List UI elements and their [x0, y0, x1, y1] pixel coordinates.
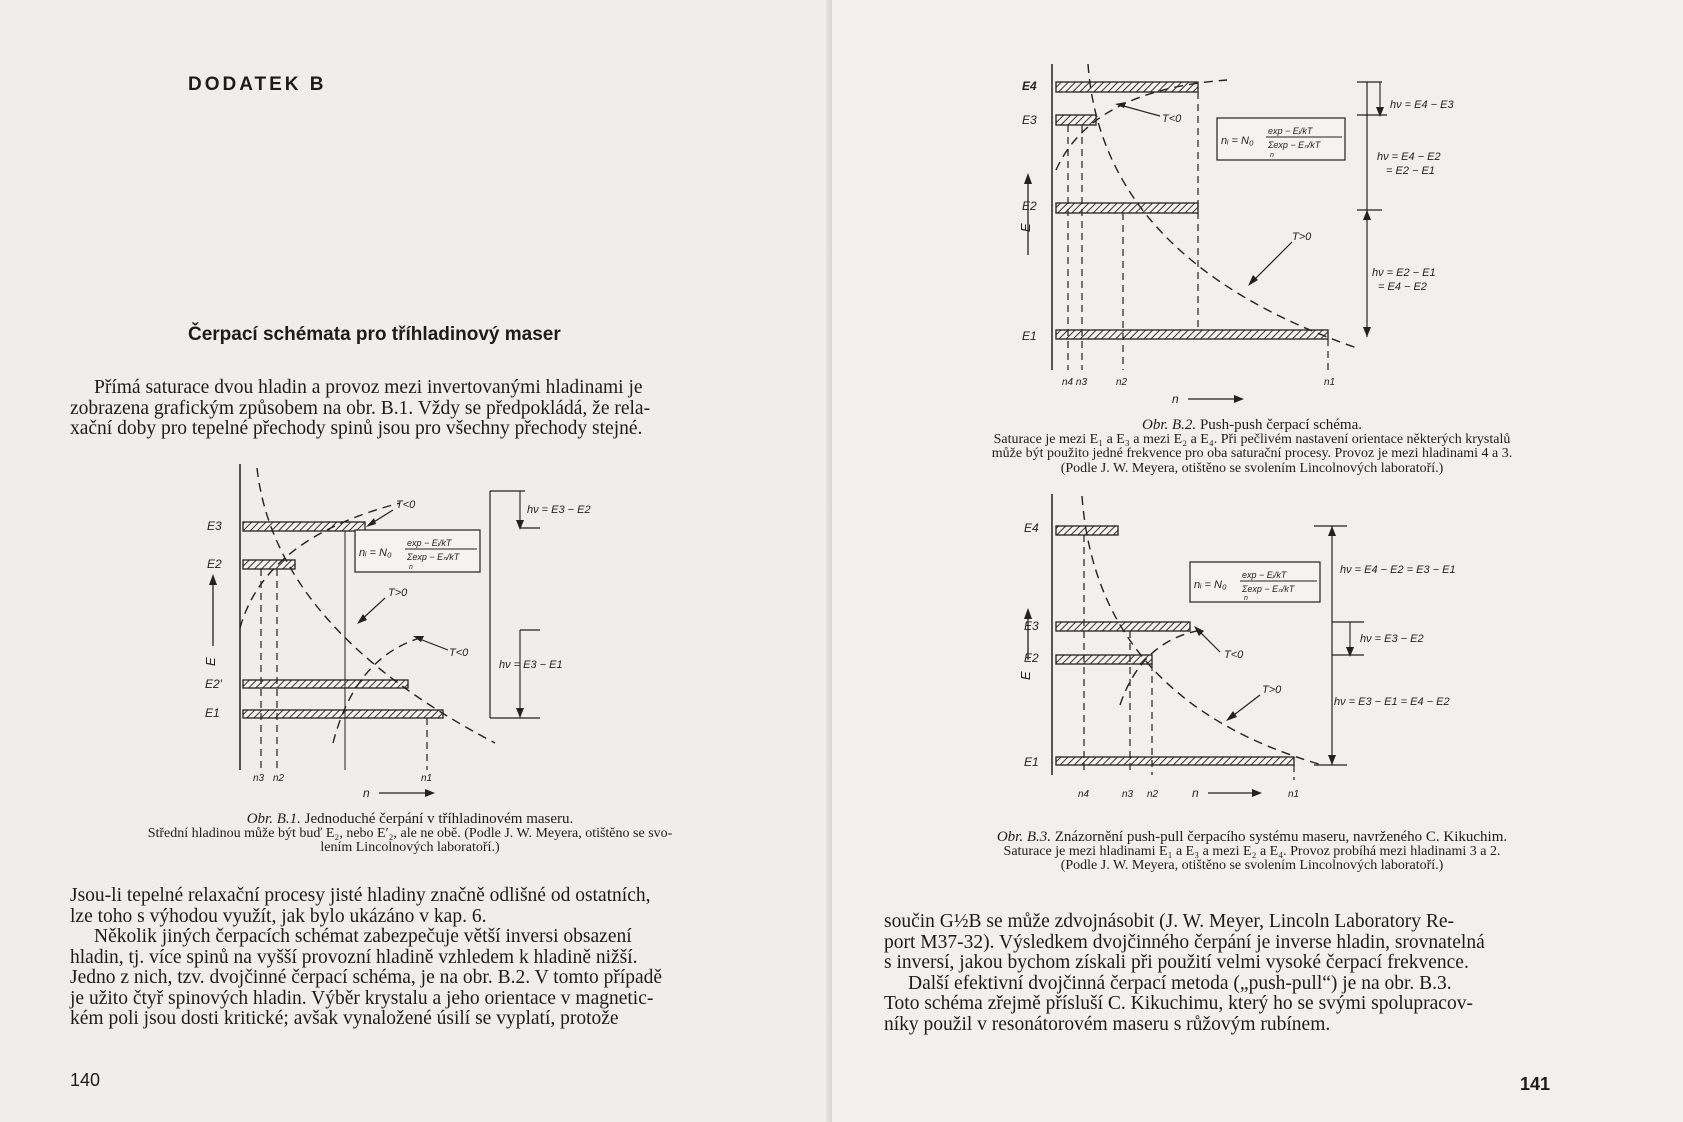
- caption-b1-text: Jednoduché čerpání v tříhladinovém maseru.: [300, 811, 574, 827]
- page-number-right: 141: [1520, 1074, 1551, 1094]
- fig3-n4: n4: [1078, 789, 1090, 800]
- fig3-n-arrow: [1208, 789, 1262, 797]
- caption-b1: [70, 812, 750, 856]
- svg-text:T<0: T<0: [396, 499, 416, 511]
- figure-b3: [1002, 490, 1542, 820]
- fig2-n1: n1: [1324, 377, 1336, 388]
- paragraph-relaxation: [70, 886, 750, 1030]
- fig1-hv-brackets: [490, 491, 540, 718]
- fig3-label-e3: E3: [1024, 619, 1039, 633]
- left-page: [0, 0, 832, 1122]
- text-line: Několik jiných čerpacích schémat zabezpečuje větší inversi obsazení: [94, 926, 632, 947]
- text-line: Jedno z nich, tzv. dvojčinné čerpací schéma, je na obr. B.2. V tomto případě: [70, 967, 663, 988]
- fig1-formula-sub: n: [409, 564, 413, 571]
- fig2-label-e4: E4: [1022, 79, 1037, 93]
- fig2-label-t-neg: [1115, 102, 1182, 125]
- svg-text:n: n: [1244, 595, 1248, 602]
- fig1-label-t-neg-bottom: [413, 636, 469, 659]
- fig2-label-e2: E2: [1022, 199, 1037, 213]
- fig2-hv1: hν = E4 − E3: [1390, 99, 1454, 111]
- fig2-level-e1: [1056, 330, 1328, 339]
- text-line: součin G½B se může zdvojnásobit (J. W. Meyer, Lincoln Laboratory Re-: [884, 911, 1455, 932]
- figure-b2: [1012, 60, 1532, 420]
- svg-text:T>0: T>0: [388, 587, 408, 599]
- fig3-label-t-pos: [1226, 684, 1282, 721]
- text-line: xační doby pro tepelné přechody spinů jsou pro všechny přechody stejné.: [70, 418, 643, 439]
- svg-text:nᵢ = N₀: nᵢ = N₀: [1221, 135, 1254, 147]
- svg-text:T<0: T<0: [449, 647, 469, 659]
- fig1-e-arrow: [209, 574, 217, 646]
- fig1-formula-box: [355, 530, 480, 572]
- fig2-level-e3: [1056, 115, 1096, 125]
- text-line: zobrazena grafickým způsobem na obr. B.1. Vždy se předpokládá, že rela-: [70, 397, 651, 419]
- fig3-n3: n3: [1122, 789, 1134, 800]
- fig2-e-arrow: [1024, 173, 1032, 255]
- text-line: s inversí, jakou bychom získali při použití velmi vysoké čerpací frekvence.: [884, 952, 1469, 973]
- caption-b1-title: Obr. B.1.: [246, 811, 301, 827]
- fig3-n1: n1: [1288, 789, 1300, 800]
- fig3-label-e2: E2: [1024, 651, 1039, 665]
- fig2-axis-n-label: n: [1172, 392, 1179, 406]
- fig2-hv2b: = E2 − E1: [1386, 165, 1435, 177]
- appendix-title: DODATEK B: [188, 74, 327, 95]
- fig1-label-t-neg-top: [366, 499, 416, 527]
- fig3-hv2: hν = E3 − E2: [1360, 633, 1424, 645]
- text-line: je užito čtyř spinových hladin. Výběr krystalu a jeho orientace v magnetic-: [70, 987, 654, 1009]
- fig2-formula-box: [1217, 118, 1345, 160]
- fig1-label-e1: E1: [205, 706, 220, 720]
- caption-b3-text: Znázornění push-pull čerpacího systému maseru, navrženého C. Kikuchim.: [1051, 829, 1508, 845]
- page-number-left: 140: [70, 1070, 101, 1090]
- fig3-label-e1: E1: [1024, 755, 1039, 769]
- fig1-label-e2: E2: [207, 557, 222, 571]
- fig3-label-t-neg: [1194, 626, 1244, 661]
- figure-b1: [195, 458, 645, 806]
- fig2-level-e2: [1056, 203, 1198, 213]
- fig2-label-e3: E3: [1022, 113, 1037, 127]
- svg-text:T<0: T<0: [1162, 113, 1182, 125]
- paragraph-intro: [70, 378, 750, 440]
- fig1-level-e2prime: [243, 680, 408, 688]
- fig3-curve-negative: [1120, 630, 1202, 705]
- caption-b3: [882, 830, 1622, 874]
- text-line: hladin, tj. více spinů na vyšší provozní hladině vzhledem k hladině nižší.: [70, 946, 638, 968]
- svg-text:exp − Eᵢ/kT: exp − Eᵢ/kT: [1242, 570, 1287, 580]
- svg-text:Σexp − Eₙ/kT: Σexp − Eₙ/kT: [1268, 140, 1321, 150]
- fig3-axis-n-label: n: [1192, 786, 1199, 800]
- fig2-hv2a: hν = E4 − E2: [1377, 151, 1441, 163]
- svg-text:T<0: T<0: [1224, 649, 1244, 661]
- svg-text:nᵢ = N₀: nᵢ = N₀: [1194, 579, 1227, 591]
- fig1-hv-bottom: hν = E3 − E1: [499, 659, 563, 671]
- fig3-level-e1: [1056, 757, 1294, 765]
- fig1-n-arrow: [379, 789, 435, 797]
- fig1-n1: n1: [421, 773, 433, 784]
- fig1-formula-denominator: Σexp − Eₙ/kT: [407, 552, 460, 562]
- fig2-label-t-pos: [1248, 231, 1312, 286]
- fig1-axis-e-label: E: [203, 657, 218, 666]
- fig1-curve-negative-lower: [333, 638, 420, 743]
- text-line: Jsou-li tepelné relaxační procesy jisté hladiny značně odlišné od ostatních,: [70, 885, 651, 906]
- text-line: lze toho s výhodou využít, jak bylo ukázáno v kap. 6.: [70, 905, 487, 927]
- fig1-n3: n3: [253, 773, 265, 784]
- section-title: Čerpací schémata pro tříhladinový maser: [188, 324, 561, 345]
- caption-line: Saturace je mezi E₁ a E₃ a mezi E₂ a E₄. Při pečlivém nastavení orientace některých krystalů: [993, 431, 1511, 447]
- fig3-hv1: hν = E4 − E2 = E3 − E1: [1340, 564, 1456, 576]
- text-line: níky použil v resonátorovém maseru s růžovým rubínem.: [884, 1013, 1331, 1035]
- text-line: Přímá saturace dvou hladin a provoz mezi invertovanými hladinami je: [94, 377, 643, 398]
- caption-line: lením Lincolnových laboratoří.): [320, 840, 500, 855]
- fig1-label-e3: E3: [207, 519, 222, 533]
- svg-text:n: n: [1270, 152, 1274, 159]
- fig2-axis-e-label: E: [1018, 223, 1033, 232]
- svg-text:exp − Eᵢ/kT: exp − Eᵢ/kT: [1268, 126, 1313, 136]
- caption-b2: [882, 418, 1622, 476]
- right-page: [832, 0, 1683, 1122]
- paragraph-push-push: [884, 912, 1612, 1035]
- fig3-formula-box: [1190, 562, 1320, 602]
- fig3-n2: n2: [1147, 789, 1159, 800]
- text-line: Další efektivní dvojčinná čerpací metoda („push-pull“) je na obr. B.3.: [908, 972, 1452, 994]
- fig2-n2: n2: [1116, 377, 1128, 388]
- caption-line: Saturace je mezi hladinami E₁ a E₃ a mezi E₂ a E₄. Provoz probíhá mezi hladinami 3 a 2.: [1003, 843, 1501, 859]
- caption-line: může být použito jedné frekvence pro oba saturační procesy. Provoz je mezi hladinami 4 a 3.: [991, 446, 1513, 461]
- caption-line: (Podle J. W. Meyera, otištěno se svolením Lincolnových laboratoří.): [1060, 460, 1444, 476]
- fig3-level-e2: [1056, 655, 1152, 664]
- fig2-n-arrow: [1188, 395, 1244, 403]
- fig3-hv-brackets: [1314, 526, 1364, 765]
- fig3-hv3: hν = E3 − E1 = E4 − E2: [1334, 696, 1450, 708]
- fig1-formula-numerator: exp − Eᵢ/kT: [407, 538, 452, 548]
- svg-text:T>0: T>0: [1262, 684, 1282, 696]
- fig1-hv-top: hν = E3 − E2: [527, 504, 591, 516]
- text-line: Toto schéma zřejmě přísluší C. Kikuchimu, který ho se svými spolupracov-: [884, 993, 1473, 1014]
- fig2-n4n3: n4 n3: [1062, 377, 1088, 388]
- fig1-n2: n2: [273, 773, 285, 784]
- fig2-label-e1: E1: [1022, 329, 1037, 343]
- fig1-label-e2prime: E2′: [205, 677, 222, 691]
- fig1-formula-lhs: nᵢ = N₀: [359, 547, 392, 559]
- caption-line: Střední hladinou může být buď E₂, nebo E′₂, ale ne obě. (Podle J. W. Meyera, otištěno se svo-: [147, 825, 673, 841]
- text-line: port M37-32). Výsledkem dvojčinného čerpání je inverse hladin, srovnatelná: [884, 931, 1485, 953]
- svg-text:T>0: T>0: [1292, 231, 1312, 243]
- fig2-hv3a: hν = E2 − E1: [1372, 267, 1436, 279]
- fig2-hv-brackets: [1357, 82, 1387, 337]
- caption-b3-title: Obr. B.3.: [996, 829, 1052, 845]
- fig2-hv3b: = E4 − E2: [1378, 281, 1427, 293]
- svg-text:Σexp − Eₙ/kT: Σexp − Eₙ/kT: [1242, 584, 1295, 594]
- caption-b2-text: Push-push čerpací schéma.: [1196, 417, 1362, 433]
- text-line: kém poli jsou dosti kritické; avšak vynaložené úsilí se vyplatí, protože: [70, 1008, 619, 1029]
- fig1-axis-n-label: n: [363, 786, 370, 800]
- caption-line: (Podle J. W. Meyera, otištěno se svolením Lincolnových laboratoří.): [1060, 858, 1444, 873]
- fig1-level-e3: [243, 522, 365, 531]
- fig1-label-t-pos: [357, 587, 408, 624]
- fig3-label-e4: E4: [1024, 521, 1039, 535]
- caption-b2-title: Obr. B.2.: [1142, 417, 1197, 433]
- fig3-axis-e-label: E: [1018, 671, 1033, 680]
